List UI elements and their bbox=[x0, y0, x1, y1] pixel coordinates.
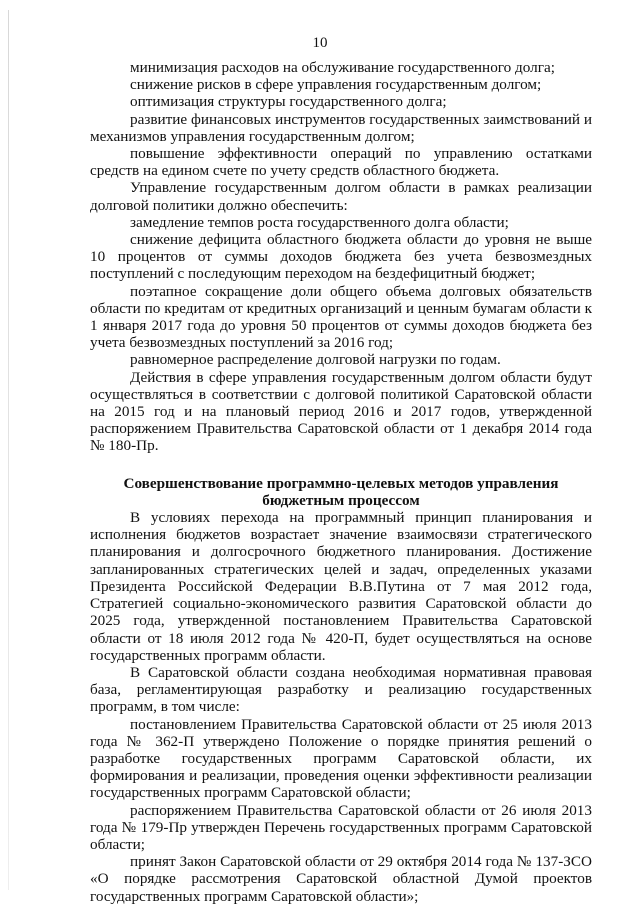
paragraph: развитие финансовых инструментов государственных заимствований и механизмов управления государственным долгом; bbox=[90, 110, 592, 145]
paragraph: замедление темпов роста государственного долга области; bbox=[130, 213, 509, 231]
paragraph: равномерное распределение долговой нагрузки по годам. bbox=[130, 351, 501, 369]
paragraph: Действия в сфере управления государственным долгом области будут осуществляться в соответствии с долговой политикой Саратовской области на 2015 год и на плановый период 2016 и 2017 годов, утвержденной распоряжением Правительства Саратовской области от 1 декабря 2014 года № 180-Пр. bbox=[90, 368, 592, 455]
paragraph: В условиях перехода на программный принцип планирования и исполнения бюджетов возрастает значение взаимосвязи стратегического планирования и долгосрочного бюджетного планирования. Достижение запланированных стратегических целей и задач, определенных указами Президента Российской Федерации В.В.Путина от 7 мая 2012 года, Стратегией социально-экономического развития Саратовской области до 2025 года, утвержденной постановлением Правительства Саратовской области от 18 июля 2012 года № 420-П, будет осуществляться на основе государственных программ области. bbox=[90, 509, 592, 664]
page-number: 10 bbox=[312, 35, 328, 51]
section-heading: Совершенствование программно-целевых методов управления бюджетным процессом bbox=[123, 474, 559, 509]
paragraph: поэтапное сокращение доли общего объема долговых обязательств области по кредитам от кредитных организаций и ценным бумагам области к 1 января 2017 года до уровня 50 процентов от суммы доходов бюджета без учета безвозмездных поступлений за 2016 год; bbox=[90, 282, 592, 352]
paragraph: распоряжением Правительства Саратовской области от 26 июля 2013 года № 179-Пр утвержден Перечень государственных программ Саратовской области; bbox=[90, 801, 592, 853]
paragraph: Управление государственным долгом области в рамках реализации долговой политики должно обеспечить: bbox=[90, 179, 592, 214]
paragraph: снижение рисков в сфере управления государственным долгом; bbox=[130, 76, 542, 94]
scan-edge-shadow bbox=[8, 10, 9, 890]
paragraph: оптимизация структуры государственного долга; bbox=[130, 93, 447, 111]
paragraph: повышение эффективности операций по управлению остатками средств на едином счете по учету средств областного бюджета. bbox=[90, 145, 592, 180]
paragraph: принят Закон Саратовской области от 29 октября 2014 года № 137-ЗСО «О порядке рассмотрения Саратовской областной Думой проектов государственных программ Саратовской области»; bbox=[90, 853, 592, 905]
paragraph: постановлением Правительства Саратовской области от 25 июля 2013 года № 362-П утверждено Положение о порядке принятия решений о разработке государственных программ Саратовской области, их формирования и реализации, проведения оценки эффективности реализации государственных программ Саратовской области; bbox=[90, 715, 592, 802]
paragraph: снижение дефицита областного бюджета области до уровня не выше 10 процентов от суммы доходов бюджета без учета безвозмездных поступлений с последующим переходом на бездефицитный бюджет; bbox=[90, 231, 592, 283]
document-body bbox=[90, 59, 592, 905]
paragraph: минимизация расходов на обслуживание государственного долга; bbox=[130, 59, 555, 76]
paragraph: В Саратовской области создана необходимая нормативная правовая база, регламентирующая разработку и реализацию государственных программ, в том числе: bbox=[90, 663, 592, 716]
